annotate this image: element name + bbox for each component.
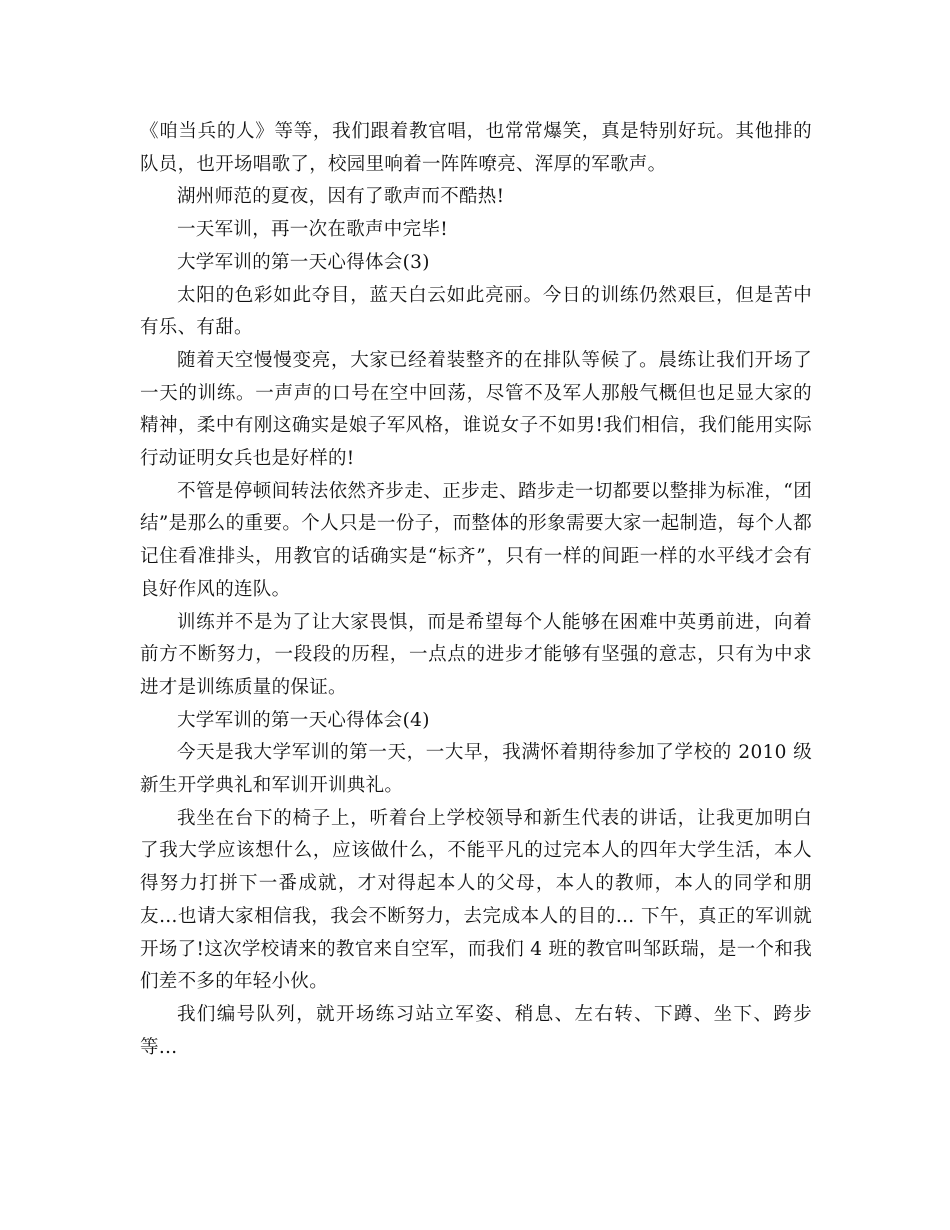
paragraph: 训练并不是为了让大家畏惧，而是希望每个人能够在困难中英勇前进，向着前方不断努力，一段段的历程，一点点的进步才能够有坚强的意志，只有为中求进才是训练质量的保证。 <box>140 611 812 698</box>
paragraph: 今天是我大学军训的第一天，一大早，我满怀着期待参加了学校的 2010 级新生开学典礼和军训开训典礼。 <box>140 742 812 797</box>
paragraph: 我们编号队列，就开场练习站立军姿、稍息、左右转、下蹲、坐下、跨步等… <box>140 1003 812 1058</box>
paragraph: 《咱当兵的人》等等，我们跟着教官唱，也常常爆笑，真是特别好玩。其他排的队员，也开场唱歌了，校园里响着一阵阵嘹亮、浑厚的军歌声。 <box>140 121 812 175</box>
paragraph: 一天军训，再一次在歌声中完毕! <box>177 219 448 241</box>
paragraph: 太阳的色彩如此夺目，蓝天白云如此亮丽。今日的训练仍然艰巨，但是苦中有乐、有甜。 <box>140 284 812 339</box>
document-page <box>140 116 812 1064</box>
section-heading: 大学军训的第一天心得体会(4) <box>177 709 430 731</box>
section-heading: 大学军训的第一天心得体会(3) <box>177 251 430 273</box>
paragraph: 随着天空慢慢变亮，大家已经着装整齐的在排队等候了。晨练让我们开场了一天的训练。一声声的口号在空中回荡，尽管不及军人那般气概但也足显大家的精神，柔中有刚这确实是娘子军风格，谁说女子不如男!我们相信，我们能用实际行动证明女兵也是好样的! <box>140 349 812 470</box>
paragraph: 湖州师范的夏夜，因有了歌声而不酷热! <box>177 186 505 208</box>
paragraph: 我坐在台下的椅子上，听着台上学校领导和新生代表的讲话，让我更加明白了我大学应该想什么，应该做什么，不能平凡的过完本人的四年大学生活，本人得努力打拼下一番成就，才对得起本人的父母，本人的教师，本人的同学和朋友…也请大家相信我，我会不断努力，去完成本人的目的… 下午，真正的军训就开场了!这次学校请来的教官来自空军，而我们 4 班的教官叫邹跃瑞，是一个和我们差不多的年轻小伙。 <box>140 807 812 993</box>
paragraph: 不管是停顿间转法依然齐步走、正步走、踏步走一切都要以整排为标准，“团结”是那么的重要。个人只是一份子，而整体的形象需要大家一起制造，每个人都记住看准排头，用教官的话确实是“标齐”，只有一样的间距一样的水平线才会有良好作风的连队。 <box>140 480 812 600</box>
